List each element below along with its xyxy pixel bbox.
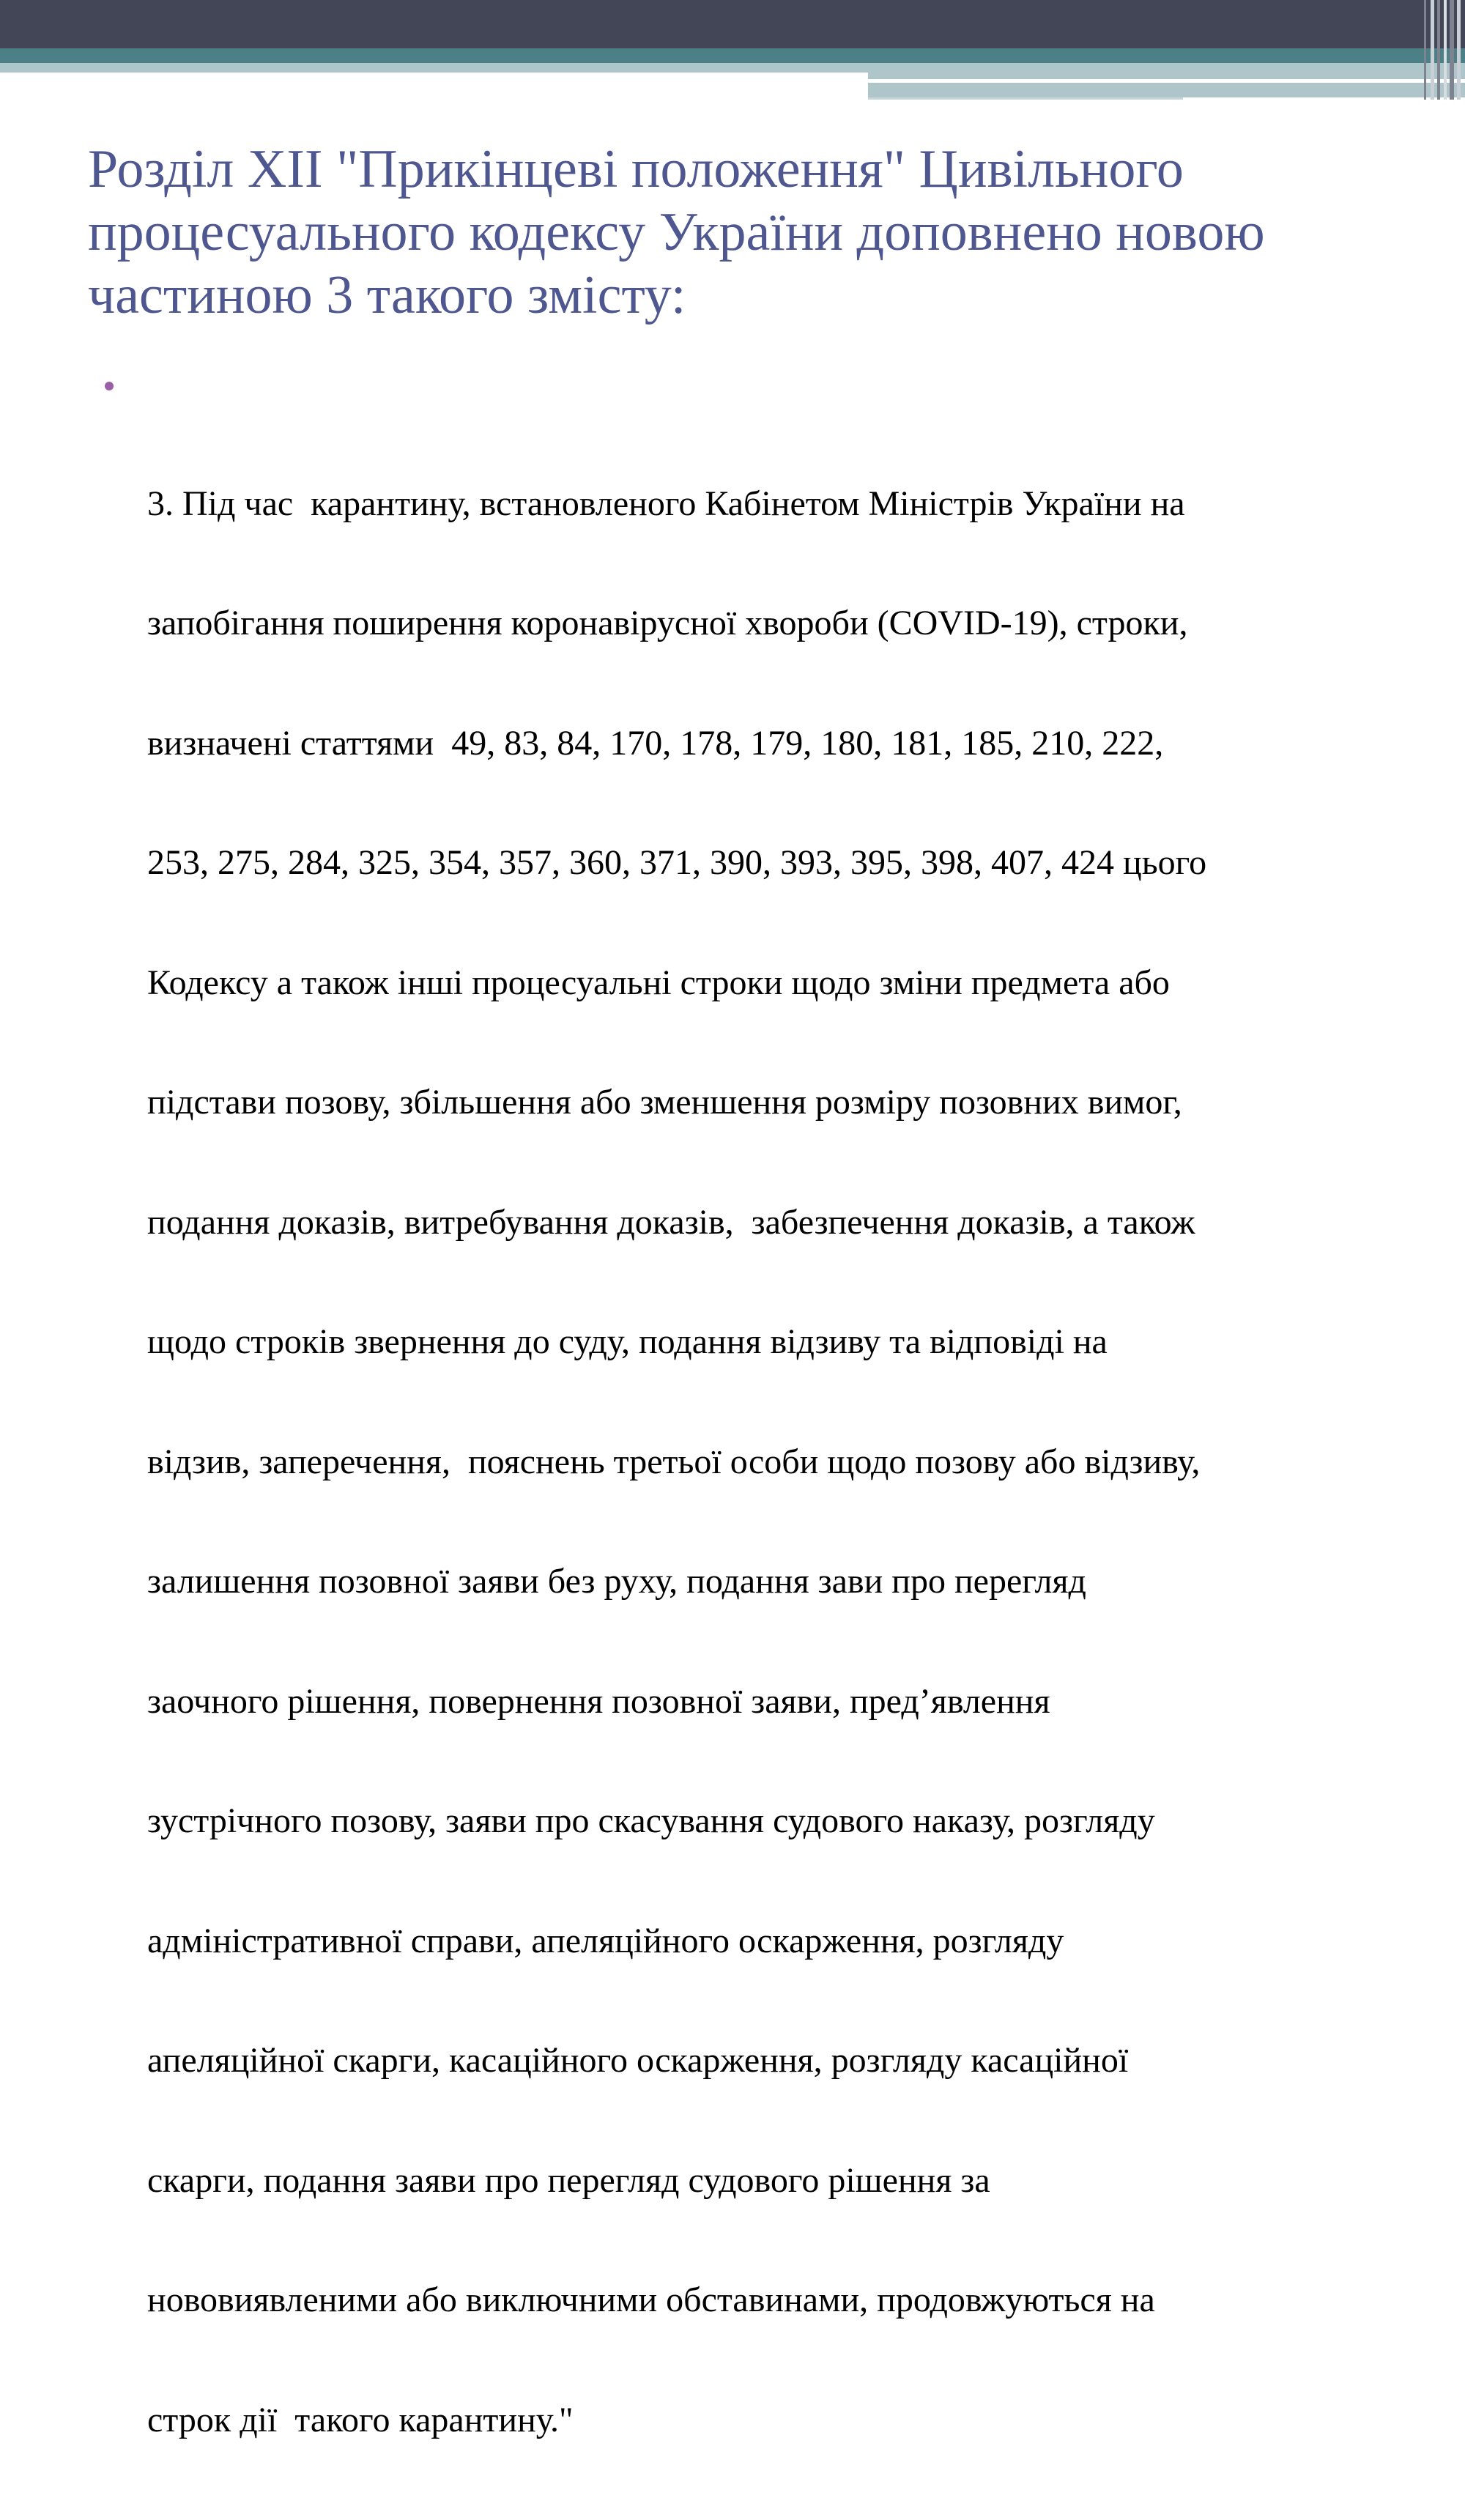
- body-line: 3. Під час карантину, встановленого Кабінетом Міністрів України на: [147, 483, 1185, 523]
- body-line: заочного рішення, повернення позовної заяви, пред’явлення: [147, 1681, 1050, 1721]
- body-line: подання доказів, витребування доказів, забезпечення доказів, а також: [147, 1202, 1195, 1242]
- slide-title: Розділ XII "Прикінцеві положення" Цивільного процесуального кодексу України доповнено новою частиною 3 такого змісту:: [88, 139, 1265, 325]
- body-line: щодо строків звернення до суду, подання відзиву та відповіді на: [147, 1322, 1108, 1361]
- body-line: зустрічного позову, заяви про скасування судового наказу, розгляду: [147, 1801, 1155, 1840]
- header-band-teal: [0, 48, 1465, 63]
- body-line: адміністративної справи, апеляційного оскарження, розгляду: [147, 1921, 1064, 1960]
- header-vertical-stripe: [1444, 0, 1447, 100]
- body-line: залишення позовної заяви без руху, подання зави про перегляд: [147, 1562, 1086, 1601]
- header-band-light: [0, 63, 868, 73]
- header-stripe-gray: [868, 97, 1183, 100]
- header-vertical-stripe: [1431, 0, 1434, 100]
- body-line: 253, 275, 284, 325, 354, 357, 360, 371, 390, 393, 395, 398, 407, 424 цього: [147, 843, 1207, 882]
- header-vertical-stripe: [1450, 0, 1454, 100]
- bullet-item: [103, 364, 1392, 2520]
- body-line: строк дії такого карантину.": [147, 2400, 574, 2439]
- slide-body: [103, 364, 1392, 2520]
- body-line: відзив, заперечення, пояснень третьої особи щодо позову або відзиву,: [147, 1442, 1201, 1481]
- header-band-light-lower: [868, 83, 1465, 97]
- header-vertical-stripe: [1424, 0, 1426, 100]
- body-line: Кодексу а також інші процесуальні строки щодо зміни предмета або: [147, 963, 1170, 1002]
- header-vertical-stripe: [1457, 0, 1461, 100]
- body-line: визначені статтями 49, 83, 84, 170, 178, 179, 180, 181, 185, 210, 222,: [147, 723, 1164, 763]
- header-band-dark: [0, 0, 1465, 48]
- body-line: скарги, подання заяви про перегляд судового рішення за: [147, 2160, 990, 2200]
- body-line: підстави позову, збільшення або зменшення розміру позовних вимог,: [147, 1083, 1182, 1122]
- bullet-dot-icon: [105, 382, 114, 390]
- header-vertical-stripe: [1437, 0, 1440, 100]
- body-line: запобігання поширення коронавірусної хвороби (COVID-19), строки,: [147, 604, 1188, 642]
- body-line: апеляційної скарги, касаційного оскарження, розгляду касаційної: [147, 2041, 1129, 2080]
- body-line: нововиявленими або виключними обставинами, продовжуються на: [147, 2280, 1155, 2319]
- header-band-light-right: [868, 63, 1465, 79]
